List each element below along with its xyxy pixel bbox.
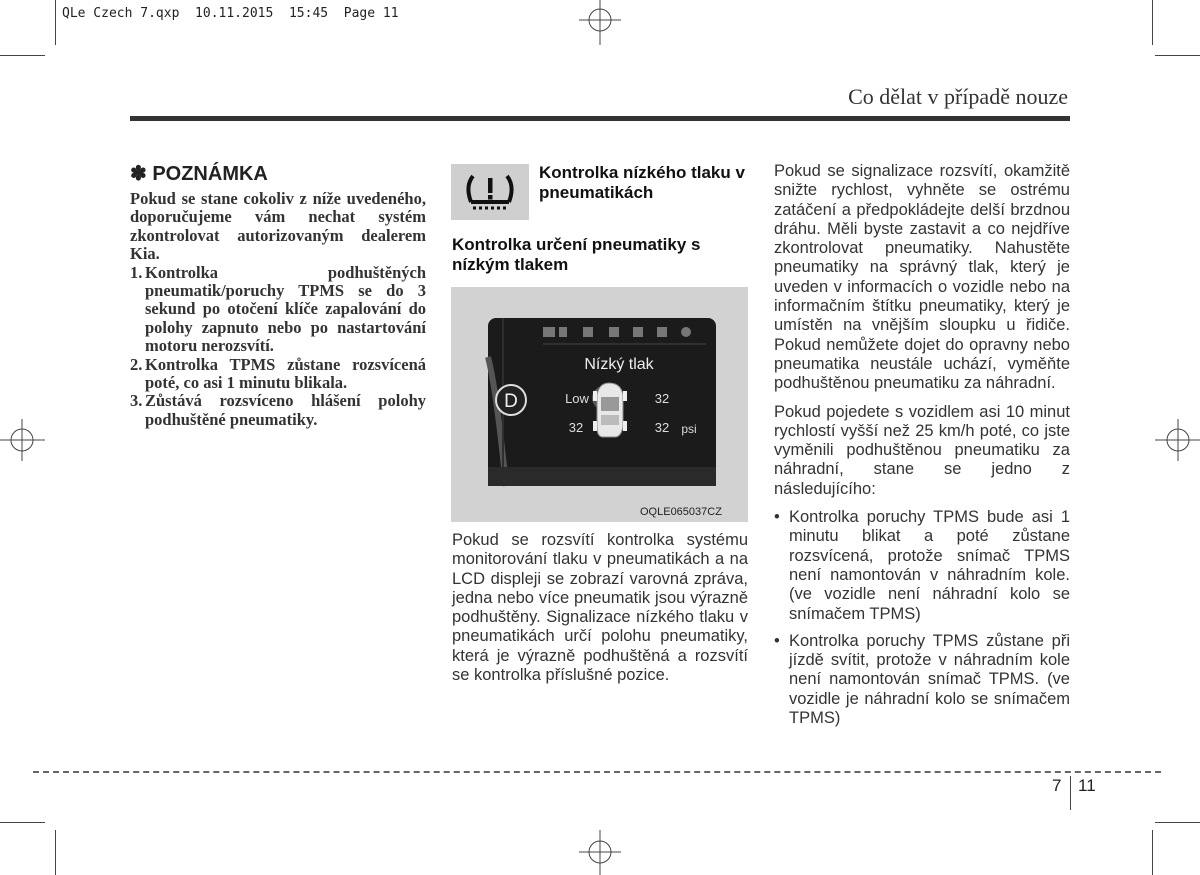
print-slug: QLe Czech 7.qxp 10.11.2015 15:45 Page 11: [62, 6, 399, 21]
crop-mark-bottom-left-v: [55, 830, 56, 875]
bullet-symbol: •: [774, 631, 780, 650]
section-title: Co dělat v případě nouze: [848, 84, 1068, 109]
registration-mark-icon: [575, 0, 625, 45]
crop-mark-bottom-left-h: [0, 822, 45, 823]
list-item-number: 2.: [130, 354, 143, 374]
list-item: [130, 392, 426, 429]
col3-para2: Pokud pojedete s vozidlem asi 10 minut rychlostí vyšší než 25 km/h poté, co jste vyměnili podhuštěnou pneumatiku za náhradní, stane se jedno z následujícího:: [774, 402, 1070, 498]
list-item: [774, 632, 1070, 728]
tpms-warning-icon: [451, 164, 529, 220]
crop-mark-top-left-h: [0, 55, 45, 56]
rear-left-pressure: 32: [568, 420, 584, 435]
footer-divider: [33, 771, 1161, 773]
bullet-text: Kontrolka poruchy TPMS bude asi 1 minutu blikat a poté zůstane rozsvícená, protože snímač TPMS není namontován v náhradním kole. (ve vozidle není náhradní kolo se snímačem TPMS): [789, 508, 1070, 623]
list-item-text: Zůstává rozsvíceno hlášení polohy podhuštěné pneumatiky.: [145, 391, 426, 429]
figure-code: OQLE065037CZ: [640, 506, 722, 518]
list-item-text: Kontrolka TPMS zůstane rozsvícená poté, co asi 1 minutu blikala.: [145, 354, 426, 393]
tpms-warning-icon-box: [451, 164, 529, 220]
crop-mark-top-right-h: [1155, 55, 1200, 56]
crop-mark-top-right-v: [1152, 0, 1153, 45]
note-body: [130, 190, 426, 429]
cluster-figure: [451, 287, 748, 522]
list-item-text: Kontrolka podhuštěných pneumatik/poruchy TPMS se do 3 sekund po otočení klíče zapalování do polohy zapnuto nebo po nastartování motoru nerozsvítí.: [145, 262, 426, 356]
note-list: [130, 264, 426, 430]
list-item-number: 1.: [130, 262, 143, 282]
registration-mark-icon: [1155, 415, 1200, 465]
registration-mark-icon: [575, 830, 625, 875]
crop-mark-bottom-right-v: [1152, 830, 1153, 875]
list-item: [774, 508, 1070, 624]
pressure-unit: psi: [681, 422, 697, 436]
front-right-pressure: 32: [654, 391, 670, 406]
low-pressure-heading: Kontrolka nízkého tlaku v pneumatikách: [539, 163, 745, 202]
page-number-separator: [1070, 776, 1071, 810]
page-chapter: 7: [1052, 776, 1062, 795]
position-heading: Kontrolka určení pneumatiky s nízkým tlakem: [452, 235, 701, 274]
cluster-display-image: [451, 287, 748, 522]
col3-body: [774, 162, 1070, 736]
page-number: 11: [1078, 776, 1096, 795]
rear-right-pressure: 32: [654, 420, 670, 435]
bullet-symbol: •: [774, 508, 780, 527]
note-intro: Pokud se stane cokoliv z níže uvedeného, doporučujeme vám nechat systém zkontrolovat autorizovaným dealerem Kia.: [130, 189, 426, 264]
low-label: Low: [565, 391, 589, 406]
col3-para1: Pokud se signalizace rozsvítí, okamžitě snižte rychlost, vyhněte se ostrému zatáčení a předpokládejte delší brzdnou dráhu. Měli byste zastavit a co nejdříve zkontrolovat pneumatiky. Nahustěte pneumatiky na správný tlak, který je uveden v informacích o vozidle nebo na informačním štítku pneumatiky, který je umístěn na vnějším sloupku u řidiče. Pokud nemůžete dojet do opravny nebo pneumatika neustále uchází, vyměňte podhuštěnou pneumatiku za náhradní.: [774, 162, 1070, 393]
note-title: ✽ POZNÁMKA: [130, 163, 268, 185]
gear-indicator: D: [504, 391, 518, 412]
list-item: [130, 356, 426, 393]
registration-mark-icon: [0, 415, 45, 465]
crop-mark-top-left-v: [55, 0, 56, 45]
cluster-message: Nízký tlak: [584, 356, 654, 373]
car-top-view-icon: [592, 383, 627, 437]
header-rule: [130, 116, 1070, 121]
crop-mark-bottom-right-h: [1155, 822, 1200, 823]
bullet-text: Kontrolka poruchy TPMS zůstane při jízdě svítit, protože v náhradním kole není namontován snímač TPMS. (ve vozidle je náhradní kolo se snímačem TPMS): [789, 631, 1070, 728]
col2-body: Pokud se rozsvítí kontrolka systému monitorování tlaku v pneumatikách a na LCD displeji se zobrazí varovná zpráva, jedna nebo více pneumatik jsou výrazně podhuštěny. Signalizace nízkého tlaku v pneumatikách určí polohu pneumatiky, která je výrazně podhuštěná a rozsvítí se kontrolka příslušné pozice.: [452, 531, 748, 685]
list-item: [130, 264, 426, 356]
list-item-number: 3.: [130, 391, 143, 411]
